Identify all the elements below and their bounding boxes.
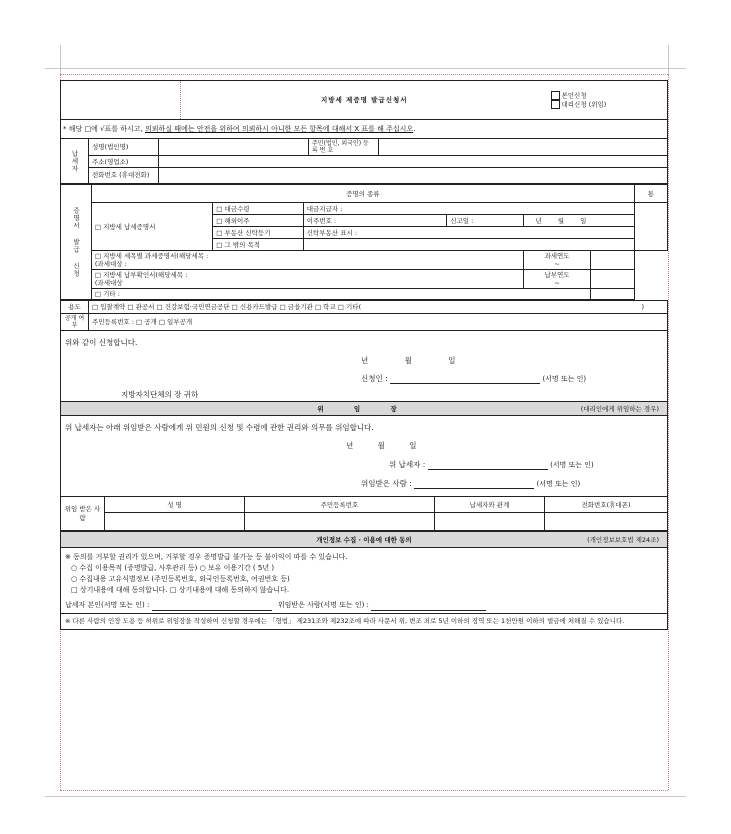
type-self-option[interactable]: 본인신청	[551, 91, 665, 100]
privacy-block	[60, 548, 668, 613]
payer-field[interactable]: 대금지급자 :	[303, 203, 634, 215]
delegate-table	[60, 496, 668, 531]
col-name: 성 명	[105, 497, 245, 513]
delegation-title: 위 임 장 (대리인에게 위임하는 경우)	[61, 402, 668, 416]
application-form	[60, 80, 668, 630]
applicant-section	[60, 138, 668, 184]
tax-item-cert-option[interactable]: □ 지방세 세목별 과세증명서(해당세목 : (과세대상 :	[91, 251, 524, 270]
privacy-line-3: ○ 수집내용 고유식별정보 (주민등록번호, 외국인등록번호, 여권번호 등)	[71, 575, 290, 583]
privacy-line-1: ※ 동의를 거부할 권리가 있으며, 거부할 경우 증명발급 불가능 등 불이익이 따를 수 있습니다.	[65, 553, 348, 561]
phone-label: 전화번호 (휴대전화)	[89, 168, 159, 184]
cert-count-header: 통	[634, 185, 667, 203]
certificate-section	[60, 184, 668, 300]
purpose-trust-option[interactable]: □ 부동산 신탁등기	[213, 227, 303, 239]
delegate-regno-field[interactable]	[245, 513, 435, 531]
cert-section-label: 증명서 발급 신청	[61, 185, 92, 300]
applicant-signature[interactable]: 신청인 : (서명 또는 인)	[361, 374, 587, 383]
delegation-header	[60, 401, 668, 416]
address-label: 주소(영업소)	[89, 156, 159, 168]
report-date-label: 신고일 :	[447, 215, 524, 227]
report-date-field[interactable]: 년 월 일	[524, 215, 634, 227]
delegate-table-label: 위임 받은 사람	[61, 497, 105, 531]
page-guide-right	[668, 45, 669, 75]
instruction-note: * 해당 □에 √표를 하시고, 의뢰하실 때에는 안전을 위하여 의뢰하시 아니한 모든 항목에 대해서 X 표를 해 주십시오.	[60, 120, 668, 138]
col-phone: 전화번호(휴대폰)	[545, 497, 668, 513]
delegation-block	[60, 416, 668, 496]
other-purpose-field[interactable]	[303, 239, 634, 251]
signature-line	[371, 610, 486, 611]
form-title: 지방세 제증명 발급신청서	[181, 81, 548, 120]
margin-guide-right	[668, 74, 669, 790]
privacy-header	[60, 531, 668, 548]
delegate-signature[interactable]: 위임받은 사람 : (서명 또는 인)	[361, 479, 581, 488]
page-guide-bottom	[45, 796, 686, 797]
privacy-signatures[interactable]: 납세자 본인(서명 또는 인) : 위임받은 사람(서명 또는 인) :	[65, 600, 663, 611]
delegation-statement: 위 납세자는 아래 위임받은 사람에게 위 민원의 신청 및 수령에 관한 권리와 의무를 위임합니다.	[65, 423, 374, 432]
purpose-emigration-option[interactable]: □ 해외이주	[213, 215, 303, 227]
request-statement: 위와 같이 신청합니다.	[65, 338, 138, 347]
purpose-other-option[interactable]: □ 그 밖의 목적	[213, 239, 303, 251]
tax-item-count[interactable]	[590, 251, 634, 270]
delegate-relation-field[interactable]	[435, 513, 545, 531]
name-label: 성명(법인명)	[89, 139, 159, 156]
cert-type-header: 증명의 종류	[91, 185, 634, 203]
address-field[interactable]	[159, 156, 668, 168]
signature-line	[428, 469, 548, 470]
type-proxy-option[interactable]: 대리신청 (위임)	[551, 100, 665, 109]
privacy-title: 개인정보 수집 · 이용에 대한 동의 (개인정보보호법 제24조)	[61, 532, 668, 548]
checkbox-icon	[551, 100, 560, 109]
emigration-no-field[interactable]: 이주번호 :	[303, 215, 446, 227]
purpose-payment-option[interactable]: □ 대금수령	[213, 203, 303, 215]
request-block	[60, 331, 668, 401]
name-field[interactable]	[159, 139, 309, 156]
count-field[interactable]	[634, 203, 667, 251]
page-guide-left	[60, 45, 61, 75]
signature-line	[414, 488, 534, 489]
disclose-options[interactable]: 주민등록번호 : □ 공개 □ 일부공개	[89, 314, 668, 331]
col-relation: 납세자와 관계	[435, 497, 545, 513]
margin-guide-bottom	[60, 790, 668, 791]
margin-guide-top	[60, 74, 668, 75]
national-tax-option[interactable]: □ 지방세 납세증명서	[91, 203, 212, 251]
checkbox-icon	[551, 91, 560, 100]
addressee: 지방자치단체의 장 귀하	[121, 390, 199, 399]
tax-year-field[interactable]: 과세연도 ~	[524, 251, 590, 270]
delegation-date: 년 월 일	[346, 441, 417, 450]
other-cert-option[interactable]: □ 기타 :	[91, 289, 590, 300]
phone-field[interactable]	[159, 168, 668, 184]
payment-year-field[interactable]: 납부연도 ~	[524, 270, 590, 289]
applicant-section-label: 납세자	[61, 139, 89, 184]
privacy-consent-options[interactable]: □ 상기내용에 대해 동의합니다. □ 상기내용에 대해 동의하지 않습니다.	[71, 586, 290, 594]
forgery-warning: ※ 다른 사람의 인장 도용 등 허위로 위임장을 작성하여 신청할 경우에는 「형법」 제231조와 제232조에 따라 사문서 위, 변조 죄로 5년 이하의 징역 또는 1천만원 이하의 벌금에 처해질 수 있습니다.	[65, 617, 625, 625]
signature-line	[390, 383, 540, 384]
payment-confirm-count[interactable]	[590, 270, 634, 289]
delegate-phone-field[interactable]	[545, 513, 668, 531]
regno-label: 주민(법인, 외국인) 등 록 번 호	[309, 139, 379, 156]
disclose-label: 공개 여부	[61, 314, 89, 331]
request-date: 년 월 일	[361, 356, 456, 365]
use-label: 용도	[61, 301, 89, 314]
application-type	[548, 81, 668, 120]
title-block	[60, 80, 668, 120]
regno-field[interactable]	[379, 139, 668, 156]
privacy-line-2: ○ 수집 이용목적 (증명발급, 사후관리 등) ○ 보유 이용기간 ( 5년 )	[71, 564, 275, 572]
delegator-signature[interactable]: 위 납세자 : (서명 또는 인)	[389, 460, 594, 469]
col-regno: 주민등록번호	[245, 497, 435, 513]
delegate-name-field[interactable]	[105, 513, 245, 531]
use-options[interactable]: □ 입찰계약 □ 관공서 □ 건강보험·국민연금공단 □ 신용카드발급 □ 금융기관 □ 학교 □ 기타( )	[89, 301, 668, 314]
payment-confirm-option[interactable]: □ 지방세 납부확인서(해당세목 : (과세대상	[91, 270, 524, 289]
use-section	[60, 300, 668, 331]
trust-property-field[interactable]: 신탁부동산 표시 :	[303, 227, 634, 239]
other-cert-count[interactable]	[590, 289, 634, 300]
warning-block	[60, 613, 668, 630]
signature-line	[152, 610, 272, 611]
page-guide-top	[45, 68, 686, 69]
